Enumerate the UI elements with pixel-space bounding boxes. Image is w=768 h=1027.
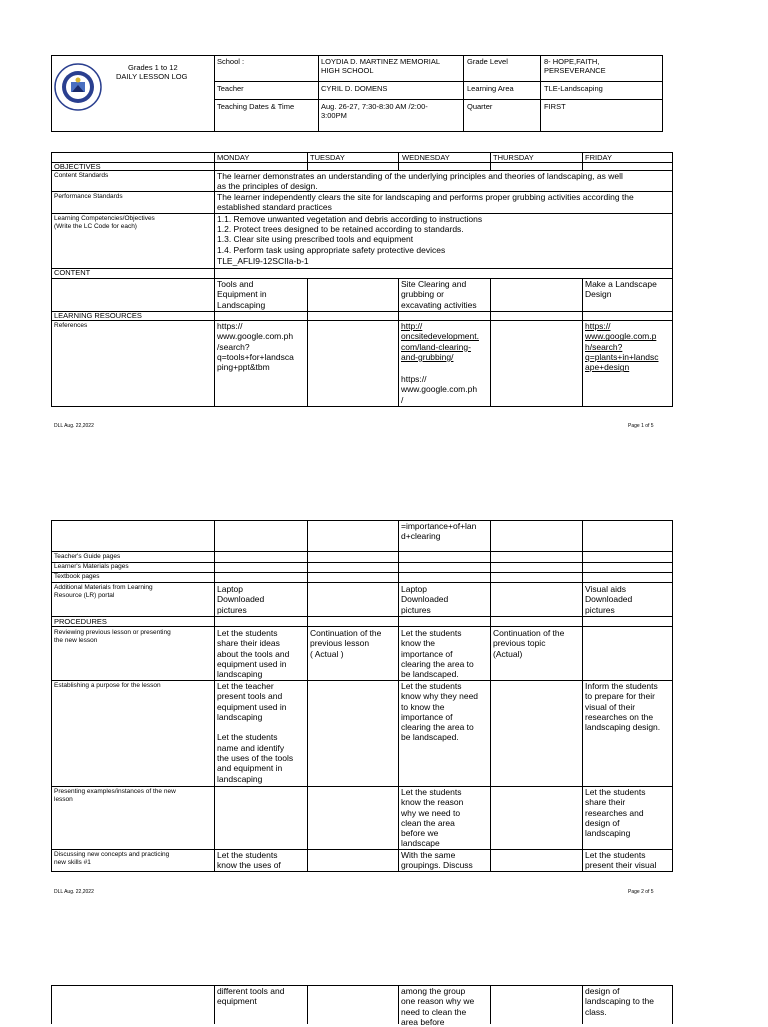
grade-level-label: Grade Level: [467, 57, 508, 66]
school-label: School :: [217, 57, 245, 66]
divider: [51, 680, 673, 681]
content-standards-text-2: as the principles of design.: [217, 181, 318, 191]
learning-resources-heading: LEARNING RESOURCES: [54, 311, 142, 320]
divider: [307, 152, 308, 170]
divider: [51, 572, 673, 573]
competency-item: 1.2. Protect trees designed to be retained according to standards.: [217, 224, 464, 234]
lc-code: TLE_AFLI9-12SCIIa-b-1: [217, 256, 309, 266]
review-tuesday: Continuation of the previous lesson ( Actual ): [310, 628, 382, 659]
day-thursday: THURSDAY: [493, 153, 534, 162]
textbook-pages-label: Textbook pages: [54, 573, 100, 580]
teaching-dates-label: Teaching Dates & Time: [217, 102, 295, 111]
divider: [307, 985, 308, 1024]
divider: [51, 849, 673, 850]
references-label: References: [54, 322, 88, 329]
school-value: LOYDIA D. MARTINEZ MEMORIAL: [321, 57, 441, 66]
review-wednesday: Let the students know the importance of clearing the area to be landscaped.: [401, 628, 474, 680]
school-value-2: HIGH SCHOOL: [321, 66, 374, 75]
divider: [398, 278, 399, 407]
discuss-monday: Let the students know the uses of: [217, 850, 281, 871]
divider: [582, 985, 583, 1024]
discuss-label-2: new skills #1: [54, 859, 91, 866]
competency-item: 1.3. Clear site using prescribed tools and equipment: [217, 234, 414, 244]
discuss-monday-continued: different tools and equipment: [217, 986, 285, 1007]
divider: [398, 152, 399, 170]
review-monday: Let the students share their ideas about the tools and equipment used in landscaping: [217, 628, 290, 680]
divider: [214, 985, 215, 1024]
content-standards-label: Content Standards: [54, 172, 109, 179]
learners-materials-label: Learner's Materials pages: [54, 563, 129, 570]
review-label-2: the new lesson: [54, 637, 98, 644]
day-wednesday: WEDNESDAY: [402, 153, 450, 162]
divider: [214, 152, 215, 407]
teacher-value: CYRIL D. DOMENS: [321, 84, 388, 93]
divider: [214, 55, 215, 132]
divider: [51, 320, 673, 321]
divider: [307, 278, 308, 407]
purpose-wednesday: Let the students know why they need to know the importance of clearing the area to be landscaped.: [401, 681, 479, 743]
divider: [51, 278, 673, 279]
content-wednesday: Site Clearing and grubbing or excavating activities: [401, 279, 477, 310]
divider: [51, 616, 673, 617]
additional-friday: Visual aids Downloaded pictures: [585, 584, 633, 615]
divider: [51, 162, 673, 163]
divider: [398, 985, 399, 1024]
divider: [318, 55, 319, 132]
reference-wednesday-link[interactable]: http:// oncsitedevelopment. com/land-clearing- and-grubbing/: [401, 321, 479, 362]
quarter-value: FIRST: [544, 102, 566, 111]
divider: [307, 520, 308, 872]
purpose-label: Establishing a purpose for the lesson: [54, 682, 161, 689]
review-label: Reviewing previous lesson or presenting: [54, 629, 171, 636]
competency-item: 1.1. Remove unwanted vegetation and debris according to instructions: [217, 214, 483, 224]
divider: [214, 520, 215, 872]
competencies-label-2: (Write the LC Code for each): [54, 223, 137, 230]
procedures-heading: PROCEDURES: [54, 617, 107, 626]
review-thursday: Continuation of the previous topic (Actual): [493, 628, 565, 659]
additional-wednesday: Laptop Downloaded pictures: [401, 584, 449, 615]
learning-area-value: TLE-Landscaping: [544, 84, 603, 93]
divider: [51, 985, 52, 1024]
divider: [51, 582, 673, 583]
reference-monday: https:// www.google.com.ph /search? q=tools+for+landsca ping+ppt&tbm: [217, 321, 294, 373]
discuss-wednesday: With the same groupings. Discuss: [401, 850, 473, 871]
performance-standards-text: The learner independently clears the site for landscaping and performs proper grubbing activities according the: [217, 192, 634, 202]
divider: [51, 786, 673, 787]
divider: [582, 520, 583, 872]
content-monday: Tools and Equipment in Landscaping: [217, 279, 267, 310]
divider: [214, 99, 663, 100]
footer-page-number: Page 2 of 5: [628, 889, 654, 895]
performance-standards-label: Performance Standards: [54, 193, 123, 200]
additional-materials-label: Additional Materials from Learning: [54, 584, 153, 591]
content-standards-text: The learner demonstrates an understanding of the underlying principles and theories of landscaping, as well: [217, 171, 623, 181]
grade-level-value: 8- HOPE,FAITH,: [544, 57, 600, 66]
divider: [51, 551, 673, 552]
discuss-label: Discussing new concepts and practicing: [54, 851, 170, 858]
footer-date: DLL Aug. 22,2022: [54, 423, 94, 429]
purpose-friday: Inform the students to prepare for their visual of their researches on the landscaping design.: [585, 681, 661, 733]
performance-standards-text-2: established standard practices: [217, 202, 332, 212]
examples-label-2: lesson: [54, 796, 73, 803]
day-tuesday: TUESDAY: [310, 153, 345, 162]
purpose-monday: Let the teacher present tools and equipment used in landscaping Let the students name and identify the uses of the tools and equipment in landscaping: [217, 681, 294, 784]
reference-friday-link[interactable]: https:// www.google.com.p h/search? q=plants+in+landsc ape+design: [585, 321, 659, 373]
quarter-label: Quarter: [467, 102, 493, 111]
teachers-guide-label: Teacher's Guide pages: [54, 553, 121, 560]
dates-value-2: 3:00PM: [321, 111, 347, 120]
day-friday: FRIDAY: [585, 153, 612, 162]
divider: [463, 55, 464, 132]
divider: [51, 626, 673, 627]
reference-wednesday-2: https:// www.google.com.ph /: [401, 374, 478, 405]
form-title: DAILY LESSON LOG: [116, 72, 188, 81]
examples-label: Presenting examples/instances of the new: [54, 788, 176, 795]
divider: [490, 985, 491, 1024]
divider: [490, 520, 491, 872]
divider: [398, 520, 399, 872]
divider: [582, 152, 583, 170]
divider: [214, 81, 663, 82]
teacher-label: Teacher: [217, 84, 244, 93]
content-heading: CONTENT: [54, 268, 91, 277]
discuss-friday: Let the students present their visual: [585, 850, 657, 871]
additional-materials-label-2: Resource (LR) portal: [54, 592, 115, 599]
examples-friday: Let the students share their researches and design of landscaping: [585, 787, 646, 839]
footer-date: DLL Aug. 22,2022: [54, 889, 94, 895]
objectives-heading: OBJECTIVES: [54, 162, 101, 171]
examples-wednesday: Let the students know the reason why we need to clean the area before we landscape: [401, 787, 464, 849]
divider: [51, 268, 673, 269]
divider: [51, 562, 673, 563]
content-friday: Make a Landscape Design: [585, 279, 657, 300]
discuss-wednesday-continued: among the group one reason why we need to clean the area before: [401, 986, 475, 1027]
divider: [490, 278, 491, 407]
divider: [51, 311, 673, 312]
grade-level-value-2: PERSEVERANCE: [544, 66, 606, 75]
divider: [582, 278, 583, 407]
divider: [490, 152, 491, 170]
dates-value: Aug. 26-27, 7:30-8:30 AM /2:00-: [321, 102, 428, 111]
reference-wednesday-continued: =importance+of+lan d+clearing: [401, 521, 477, 542]
footer-page-number: Page 1 of 5: [628, 423, 654, 429]
deped-seal-logo: [54, 63, 102, 111]
divider: [51, 985, 673, 986]
competency-item: 1.4. Perform task using appropriate safety protective devices: [217, 245, 446, 255]
additional-monday: Laptop Downloaded pictures: [217, 584, 265, 615]
day-monday: MONDAY: [217, 153, 250, 162]
competencies-label: Learning Competencies/Objectives: [54, 215, 155, 222]
form-grades-label: Grades 1 to 12: [128, 63, 178, 72]
discuss-friday-continued: design of landscaping to the class.: [585, 986, 654, 1017]
learning-area-label: Learning Area: [467, 84, 514, 93]
divider: [672, 985, 673, 1024]
divider: [540, 55, 541, 132]
